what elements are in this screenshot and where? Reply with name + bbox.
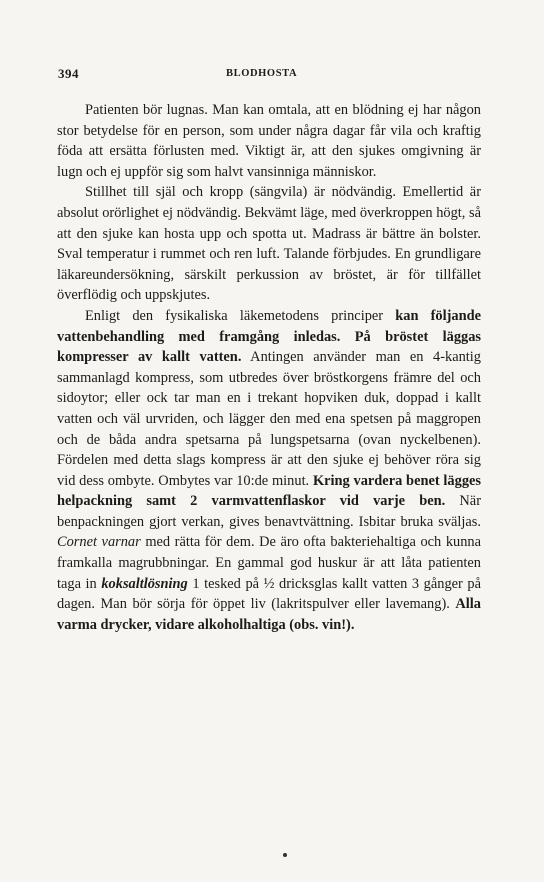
paragraph-1-text: Patienten bör lugnas. Man kan omtala, att en blödning ej har någon stor betydelse för en person, som under några dagar får vila och kraftig föda att ersätta förlusten med. Viktigt är, att den sjukes omgivning är lugn och ej uppför sig som halvt vansinniga människor. (57, 102, 481, 180)
paragraph-3-segment: med rätta för dem. De äro ofta bakteriehaltiga och kunna framkalla magrubbningar. En gammal god huskur är att låta patienten taga in (57, 534, 481, 592)
paragraph-2 (57, 182, 481, 306)
paragraph-3-segment: Alla varma drycker, vidare alkoholhaltiga (obs. vin!). (57, 596, 481, 633)
paragraph-3-segment: På bröstet läggas kompresser av kallt vatten. (57, 328, 481, 366)
paragraph-3-segment: Cornet varnar (57, 534, 141, 551)
page-header (58, 66, 482, 86)
paragraph-3-segment: kan följande vattenbehandling med framgång inledas. (57, 307, 481, 345)
paragraph-1 (57, 100, 481, 182)
running-head: BLODHOSTA (226, 68, 298, 79)
paragraph-3-segment (340, 329, 354, 345)
page-dot (283, 853, 287, 857)
page-number: 394 (58, 66, 79, 81)
paragraph-3-segment: koksaltlösning (101, 575, 188, 592)
paragraph-3-segment: Enligt den fysikaliska läkemetodens principer (85, 307, 396, 324)
paragraph-3-segment: När benpackningen gjort verkan, gives benavtvättning. Isbitar bruka sväljas. (57, 493, 481, 530)
paragraph-3-segment: 1 tesked på ½ dricksglas kallt vatten 3 gånger på dagen. Man bör sörja för öppet liv (lakritspulver eller lavemang). (57, 575, 481, 613)
body-text (57, 100, 481, 635)
paragraph-3 (57, 306, 481, 636)
paragraph-3-segment: Antingen använder man en 4-kantig sammanlagd kompress, som utbredes över bröstkorgens främre del och sidoytor; eller ock tar man en i trekant hopviken duk, doppad i kallt vatten och väl urvriden, och lägger den med ena spetsen på maggropen och de båda andra spetsarna på lungspetsarna (ovan nyckelbenen). Fördelen med detta slags kompress är att den sjuke ej behöver röra sig vid dess ombyte. Ombytes var 10:de minut. (57, 349, 481, 489)
paragraph-2-text: Stillhet till själ och kropp (sängvila) är nödvändig. Emellertid är absolut orörlighet ej nödvändig. Bekvämt läge, med överkroppen högt, så att den sjuke kan hosta upp och spotta ut. Madrass är bättre än bolster. Sval temperatur i rummet och ren luft. Talande förbjudes. En grundligare läkareundersökning, särskilt perkussion av bröstet, är för tillfället överflödig och uppskjutes. (57, 184, 481, 304)
paragraph-3-segment: Kring vardera benet lägges helpackning samt 2 varmvattenflaskor vid varje ben. (57, 472, 481, 510)
